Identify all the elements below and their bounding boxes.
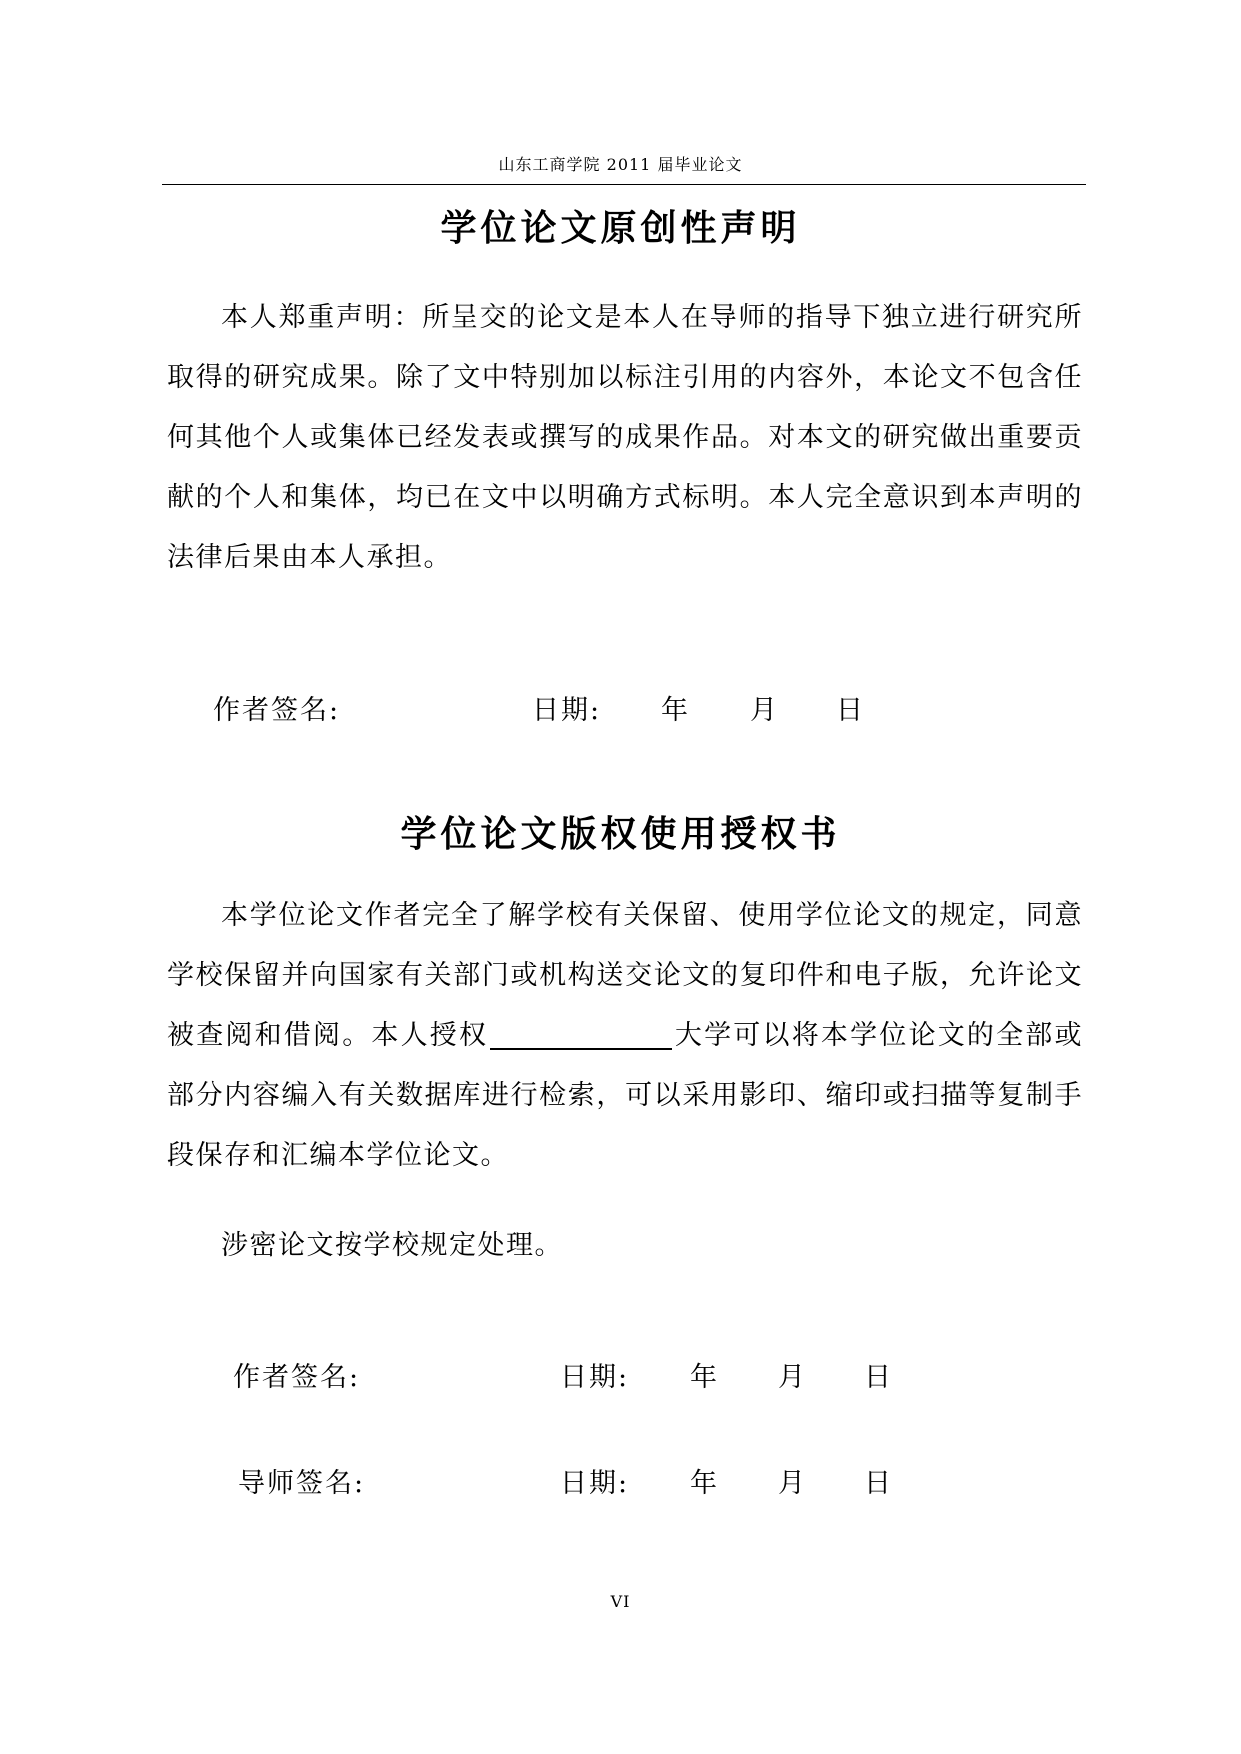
month-label: 月 <box>778 1362 807 1393</box>
originality-declaration-body: 本人郑重声明：所呈交的论文是本人在导师的指导下独立进行研究所取得的研究成果。除了文中特别加以标注引用的内容外，本论文不包含任何其他个人或集体已经发表或撰写的成果作品。对本文的研究做出重要贡献的个人和集体，均已在文中以明确方式标明。本人完全意识到本声明的法律后果由本人承担。 <box>167 302 1083 573</box>
advisor-signature-label: 导师签名: <box>238 1468 366 1499</box>
month-label: 月 <box>750 695 779 726</box>
date-label: 日期: <box>560 1468 630 1499</box>
authorization-text-part-1: 本学位论文作者完全了解学校有关保留、使用学位论文的规定，同意学校保留并向国家有关部门或机构送交论文的复印件和电子版，允许论文被查阅和借阅。本人授权 <box>167 900 1083 1051</box>
copyright-authorization-body <box>167 886 1083 1186</box>
year-label: 年 <box>690 1362 719 1393</box>
day-label: 日 <box>864 1468 893 1499</box>
month-label: 月 <box>778 1468 807 1499</box>
originality-declaration-title: 学位论文原创性声明 <box>440 208 801 249</box>
year-label: 年 <box>661 695 690 726</box>
page-number: VI <box>610 1592 631 1611</box>
day-label: 日 <box>864 1362 893 1393</box>
author-signature-line <box>0 1355 1241 1395</box>
confidential-note: 涉密论文按学校规定处理。 <box>221 1230 563 1261</box>
author-signature-label: 作者签名: <box>233 1362 361 1393</box>
date-label: 日期: <box>532 695 602 726</box>
running-header: 山东工商学院 2011 届毕业论文 <box>498 155 743 174</box>
header-rule <box>162 184 1086 185</box>
originality-signature-line <box>0 688 1241 728</box>
university-name-blank <box>490 1018 672 1050</box>
copyright-authorization-title: 学位论文版权使用授权书 <box>400 814 841 855</box>
advisor-signature-line <box>0 1461 1241 1501</box>
authorization-text-part-2: 大学可以将本学位论文的全部或部分内容编入有关数据库进行检索，可以采用影印、缩印或扫描等复制手段保存和汇编本学位论文。 <box>167 1020 1084 1171</box>
author-signature-label: 作者签名: <box>213 695 341 726</box>
date-label: 日期: <box>560 1362 630 1393</box>
day-label: 日 <box>836 695 865 726</box>
year-label: 年 <box>690 1468 719 1499</box>
